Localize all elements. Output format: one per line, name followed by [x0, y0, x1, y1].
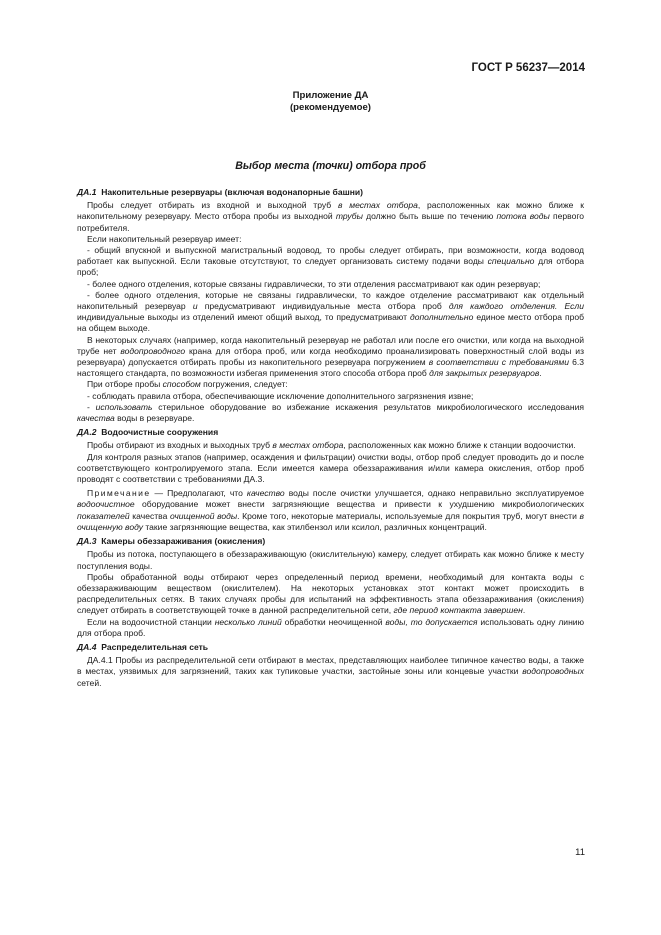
heading-da3	[77, 536, 584, 547]
heading-number: ДА.1	[77, 187, 97, 197]
heading-text: Накопительные резервуары (включая водонапорные башни)	[101, 187, 363, 197]
annex-subtitle: (рекомендуемое)	[289, 102, 371, 113]
page-number: 11	[575, 847, 585, 858]
paragraph: Если накопительный резервуар имеет:	[87, 233, 242, 244]
list-item: - соблюдать правила отбора, обеспечивающие исключение дополнительного загрязнения извне;	[87, 390, 474, 401]
paragraph: Для контроля разных этапов (например, осаждения и фильтрации) очистки воды, отбор проб следует проводить до и после соответствующего контролируемого этапа. Если имеется камера обеззараживания и/или камера окисления, отбор проб проводят с соответствии с требованиями ДА.3.	[77, 451, 584, 485]
heading-da2	[77, 427, 584, 438]
paragraph: ДА.4.1 Пробы из распределительной сети отбирают в местах, представляющих наиболее типичное качество воды, а также в местах, уязвимых для загрязнений, таких как тупиковые участки, застойные зоны или концевые участки водопроводных сетей.	[77, 655, 584, 688]
heading-text: Распределительная сеть	[101, 641, 209, 652]
heading-number: ДА.4	[77, 641, 97, 652]
annex-heading	[0, 90, 661, 114]
paragraph: В некоторых случаях (например, когда накопительный резервуар не работал или после его очистки, или когда на выходной трубе нет водопроводного крана для отбора проб, или когда необходимо проанализировать поверхностный слой воды из резервуара) допускается отбирать пробы из накопительного резервуара погружением в соответствии с требованиями 6.3 настоящего стандарта, по возможности избегая применения этого способа отбора проб для закрытых резервуаров.	[77, 334, 584, 379]
list-item: - более одного отделения, которые не связаны гидравлически, то каждое отделение рассматривают как отдельный накопительный резервуар и предусматривают индивидуальные места отбора проб для каждого отделения. Если индивидуальные выходы из отделений имеют общий выход, то предусматривают дополнительно единое место отбора проб на общем выходе.	[77, 289, 584, 334]
paragraph: При отборе пробы способом погружения, следует:	[87, 379, 288, 390]
standard-header: ГОСТ Р 56237—2014	[471, 62, 585, 74]
heading-text: Водоочистные сооружения	[101, 427, 219, 438]
heading-da4	[77, 642, 584, 653]
list-item: - более одного отделения, которые связаны гидравлически, то эти отделения рассматривают как один резервуар;	[87, 278, 541, 289]
annex-title: Приложение ДА	[292, 90, 369, 101]
heading-da1	[77, 187, 584, 198]
heading-number: ДА.2	[77, 427, 97, 438]
paragraph: Пробы из потока, поступающего в обеззараживающую (окислительную) камеру, следует отбирать как можно ближе к месту поступления воды.	[77, 549, 584, 571]
list-item: - общий впускной и выпускной магистральный водовод, то пробы следует отбирать, при возможности, когда водовод работает как выпускной. Если таковые отсутствуют, то следует организовать систему подачи воды специально для отбора проб;	[77, 245, 584, 278]
paragraph: Пробы обработанной воды отбирают через определенный период времени, необходимый для контакта воды с обеззараживающим веществом (окислителем). На некоторых установках этот контакт может происходить в распределительных сетях. В таких случаях пробы для испытаний на эффективность этапа обеззараживания (окисления) следует отбирать в соответствующей точке в данной распределительной сети, где период контакта завершен.	[77, 571, 584, 616]
list-item: - использовать стерильное оборудование во избежание искажения результатов микробиологического исследования качества воды в резервуаре.	[77, 401, 584, 424]
note: Примечание — Предполагают, что качество воды после очистки улучшается, однако неправильно эксплуатируемое водоочистное оборудование может внести загрязняющие вещества и привести к ухудшению микробиологических показателей качества очищенной воды. Кроме того, некоторые материалы, используемые для покрытия труб, могут внести в очищенную воду такие загрязняющие вещества, как этилбензол или ксилол, различных концентраций.	[77, 488, 584, 532]
document-body	[77, 184, 584, 689]
heading-number: ДА.3	[77, 536, 97, 547]
paragraph: Если на водоочистной станции несколько линий обработки неочищенной воды, то допускается использовать одну линию для отбора проб.	[77, 616, 584, 638]
paragraph: Пробы отбирают из входных и выходных труб в местах отбора, расположенных как можно ближе к станции водоочистки.	[87, 440, 576, 451]
paragraph: Пробы следует отбирать из входной и выходной труб в местах отбора, расположенных как можно ближе к накопительному резервуару. Место отбора пробы из выходной трубы должно быть выше по течению потока воды первого потребителя.	[77, 200, 585, 233]
section-title: Выбор места (точки) отбора проб	[235, 160, 426, 172]
heading-text: Камеры обеззараживания (окисления)	[101, 536, 266, 547]
